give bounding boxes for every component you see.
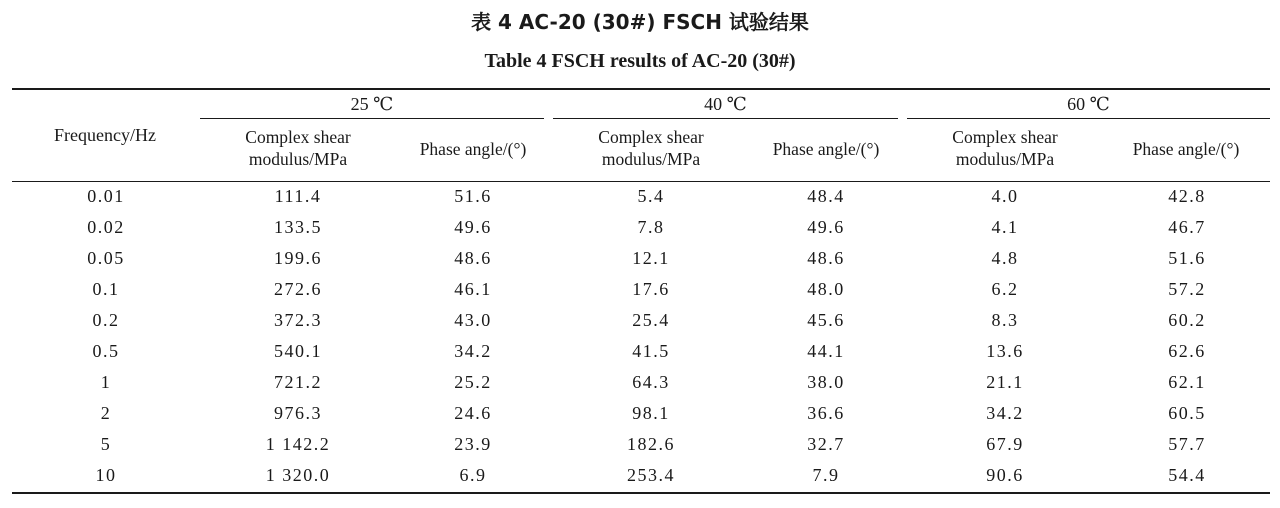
cell-phase-60c: 42.8 — [1168, 185, 1206, 206]
cell-modulus-40c: 5.4 — [637, 185, 665, 206]
cell-modulus-40c: 25.4 — [632, 309, 670, 330]
cell-frequency: 2 — [100, 403, 112, 424]
cell-phase-25c: 51.6 — [454, 185, 492, 206]
group-underline-60c — [907, 118, 1270, 119]
cell-modulus-25c: 133.5 — [274, 216, 322, 237]
cell-modulus-60c: 34.2 — [986, 403, 1024, 424]
cell-modulus-60c: 21.1 — [986, 372, 1024, 393]
cell-frequency: 5 — [100, 434, 112, 455]
table-caption-english: Table 4 FSCH results of AC-20 (30#) — [484, 50, 796, 72]
phase-header-40c: Phase angle/(°) — [772, 139, 880, 159]
group-header-40c: 40 ℃ — [704, 94, 747, 114]
cell-phase-25c: 43.0 — [454, 309, 492, 330]
cell-phase-60c: 57.2 — [1168, 278, 1206, 299]
cell-phase-25c: 6.9 — [459, 465, 487, 486]
cell-frequency: 0.1 — [92, 278, 120, 299]
cell-phase-40c: 45.6 — [807, 309, 845, 330]
cell-modulus-60c: 6.2 — [991, 278, 1019, 299]
cell-phase-60c: 57.7 — [1168, 434, 1206, 455]
cell-modulus-60c: 13.6 — [986, 341, 1024, 361]
cell-phase-40c: 48.0 — [807, 278, 845, 299]
modulus-header-25c — [200, 126, 396, 170]
cell-modulus-60c: 4.8 — [991, 247, 1019, 268]
cell-modulus-40c: 17.6 — [632, 278, 670, 299]
cell-frequency: 0.05 — [87, 247, 125, 268]
cell-modulus-40c: 253.4 — [627, 465, 675, 486]
cell-phase-40c: 36.6 — [807, 403, 845, 424]
modulus-header-60c — [907, 126, 1103, 170]
cell-modulus-60c: 67.9 — [986, 434, 1024, 455]
cell-phase-40c: 38.0 — [807, 372, 845, 393]
cell-phase-40c: 48.4 — [807, 185, 845, 206]
cell-phase-40c: 49.6 — [807, 216, 845, 237]
cell-modulus-25c: 540.1 — [274, 341, 322, 361]
cell-phase-25c: 48.6 — [454, 247, 492, 268]
modulus-header-line2: modulus/MPa — [248, 149, 348, 169]
cell-phase-25c: 34.2 — [454, 341, 492, 361]
modulus-header-line1: Complex shear — [598, 127, 704, 147]
cell-frequency: 10 — [95, 465, 117, 486]
cell-modulus-60c: 4.1 — [991, 216, 1019, 237]
cell-frequency: 0.02 — [87, 216, 125, 237]
cell-frequency: 0.01 — [87, 185, 125, 206]
cell-phase-40c: 48.6 — [807, 247, 845, 268]
cell-modulus-60c: 8.3 — [991, 309, 1019, 330]
cell-frequency: 1 — [100, 372, 112, 393]
modulus-header-line1: Complex shear — [952, 127, 1058, 147]
cell-modulus-25c: 372.3 — [274, 309, 322, 330]
group-header-25c: 25 ℃ — [350, 94, 394, 114]
phase-header-25c: Phase angle/(°) — [419, 139, 527, 159]
cell-modulus-60c: 90.6 — [986, 465, 1024, 486]
modulus-header-line2: modulus/MPa — [601, 149, 701, 169]
cell-modulus-40c: 12.1 — [632, 247, 670, 268]
group-header-60c: 60 ℃ — [1067, 94, 1110, 114]
cell-phase-60c: 62.1 — [1168, 372, 1206, 393]
modulus-header-line2: modulus/MPa — [955, 149, 1055, 169]
cell-phase-40c: 32.7 — [807, 434, 845, 455]
cell-frequency: 0.5 — [92, 341, 120, 361]
cell-phase-40c: 7.9 — [812, 465, 840, 486]
cell-phase-25c: 46.1 — [454, 278, 492, 299]
modulus-header-line1: Complex shear — [245, 127, 351, 147]
cell-phase-25c: 49.6 — [454, 216, 492, 237]
cell-modulus-25c: 1 142.2 — [265, 434, 331, 455]
cell-phase-60c: 60.5 — [1168, 403, 1206, 424]
cell-modulus-25c: 272.6 — [274, 278, 322, 299]
group-underline-25c — [200, 118, 544, 119]
cell-modulus-40c: 7.8 — [637, 216, 665, 237]
cell-modulus-40c: 182.6 — [627, 434, 675, 455]
cell-modulus-25c: 976.3 — [274, 403, 322, 424]
cell-phase-25c: 25.2 — [454, 372, 492, 393]
bottom-rule — [12, 492, 1270, 494]
group-underline-40c — [553, 118, 898, 119]
frequency-column-header: Frequency/Hz — [54, 125, 156, 145]
cell-modulus-25c: 721.2 — [274, 372, 322, 393]
cell-phase-60c: 54.4 — [1168, 465, 1206, 486]
cell-phase-25c: 23.9 — [454, 434, 492, 455]
cell-phase-60c: 51.6 — [1168, 247, 1206, 268]
cell-phase-60c: 46.7 — [1168, 216, 1206, 237]
table-caption-chinese: 表 4 AC-20 (30#) FSCH 试验结果 — [471, 10, 809, 34]
cell-phase-25c: 24.6 — [454, 403, 492, 424]
cell-frequency: 0.2 — [92, 309, 120, 330]
cell-modulus-25c: 111.4 — [274, 185, 322, 206]
phase-header-60c: Phase angle/(°) — [1132, 139, 1240, 159]
cell-modulus-40c: 98.1 — [632, 403, 670, 424]
cell-modulus-60c: 4.0 — [991, 185, 1019, 206]
cell-phase-40c: 44.1 — [807, 341, 845, 361]
top-rule — [12, 88, 1270, 90]
cell-modulus-40c: 64.3 — [632, 372, 670, 393]
cell-modulus-40c: 41.5 — [632, 341, 670, 361]
cell-modulus-25c: 199.6 — [274, 247, 322, 268]
cell-phase-60c: 62.6 — [1168, 341, 1206, 361]
modulus-header-40c — [553, 126, 749, 170]
cell-modulus-25c: 1 320.0 — [265, 465, 331, 486]
cell-phase-60c: 60.2 — [1168, 309, 1206, 330]
